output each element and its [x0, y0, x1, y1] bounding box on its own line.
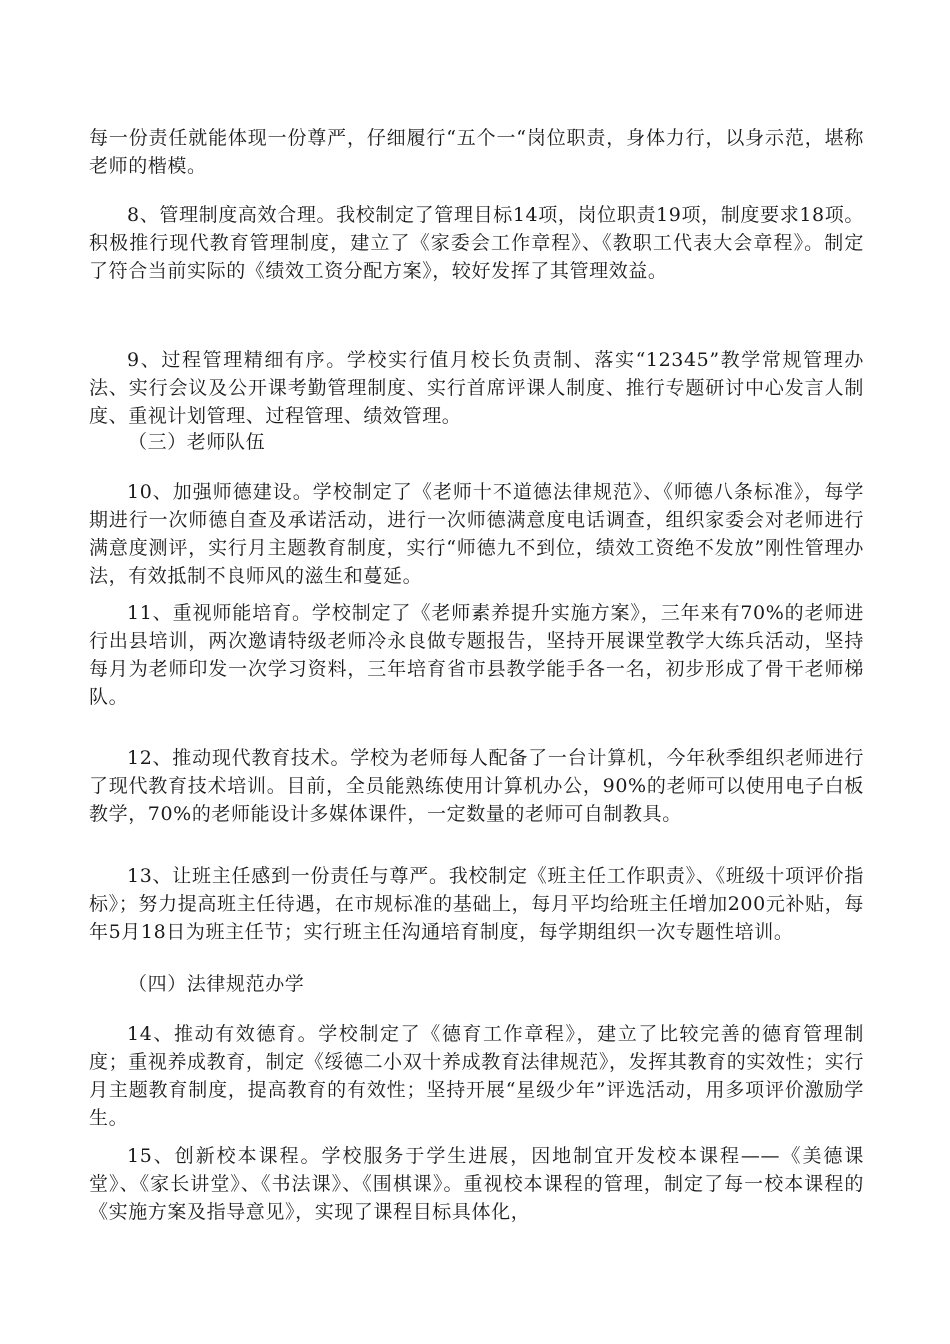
paragraph-item-10: 10、加强师德建设。学校制定了《老师十不道德法律规范》、《师德八条标准》，每学期进行一次师德自查及承诺活动，进行一次师德满意度电话调查，组织家委会对老师进行满意度测评，实行月主题教育制度，实行“师德九不到位，绩效工资绝不发放”刚性管理办法，有效抵制不良师风的滋生和蔓延。 [89, 481, 864, 587]
section-heading-law: （四）法律规范办学 [128, 973, 305, 995]
paragraph-item-14: 14、推动有效德育。学校制定了《德育工作章程》，建立了比较完善的德育管理制度；重视养成教育，制定《绥德二小双十养成教育法律规范》，发挥其教育的实效性；实行月主题教育制度，提高教育的有效性；坚持开展“星级少年”评选活动，用多项评价激励学生。 [89, 1023, 864, 1129]
paragraph-item-11: 11、重视师能培育。学校制定了《老师素养提升实施方案》，三年来有70%的老师进行出县培训，两次邀请特级老师冷永良做专题报告，坚持开展课堂教学大练兵活动，坚持每月为老师印发一次学习资料，三年培育省市县教学能手各一名，初步形成了骨干老师梯队。 [89, 602, 864, 708]
section-heading-teachers: （三）老师队伍 [128, 431, 266, 453]
paragraph-item-13: 13、让班主任感到一份责任与尊严。我校制定《班主任工作职责》、《班级十项评价指标》；努力提高班主任待遇，在市规标准的基础上，每月平均给班主任增加200元补贴，每年5月18日为班主任节；实行班主任沟通培育制度，每学期组织一次专题性培训。 [89, 865, 864, 943]
paragraph-item-8: 8、管理制度高效合理。我校制定了管理目标14项，岗位职责19项，制度要求18项。积极推行现代教育管理制度，建立了《家委会工作章程》、《教职工代表大会章程》。制定了符合当前实际的《绩效工资分配方案》，较好发挥了其管理效益。 [89, 204, 864, 282]
paragraph-item-15: 15、创新校本课程。学校服务于学生进展，因地制宜开发校本课程——《美德课堂》、《家长讲堂》、《书法课》、《围棋课》。重视校本课程的管理，制定了每一校本课程的《实施方案及指导意见》，实现了课程目标具体化， [89, 1145, 864, 1223]
paragraph-item-12: 12、推动现代教育技术。学校为老师每人配备了一台计算机，今年秋季组织老师进行了现代教育技术培训。目前，全员能熟练使用计算机办公，90%的老师可以使用电子白板教学，70%的老师能设计多媒体课件，一定数量的老师可自制教具。 [89, 747, 864, 825]
paragraph-continuation: 每一份责任就能体现一份尊严，仔细履行“五个一“岗位职责，身体力行，以身示范，堪称老师的楷模。 [89, 127, 864, 177]
paragraph-item-9: 9、过程管理精细有序。学校实行值月校长负责制、落实“12345”教学常规管理办法、实行会议及公开课考勤管理制度、实行首席评课人制度、推行专题研讨中心发言人制度、重视计划管理、过程管理、绩效管理。 [89, 349, 864, 427]
